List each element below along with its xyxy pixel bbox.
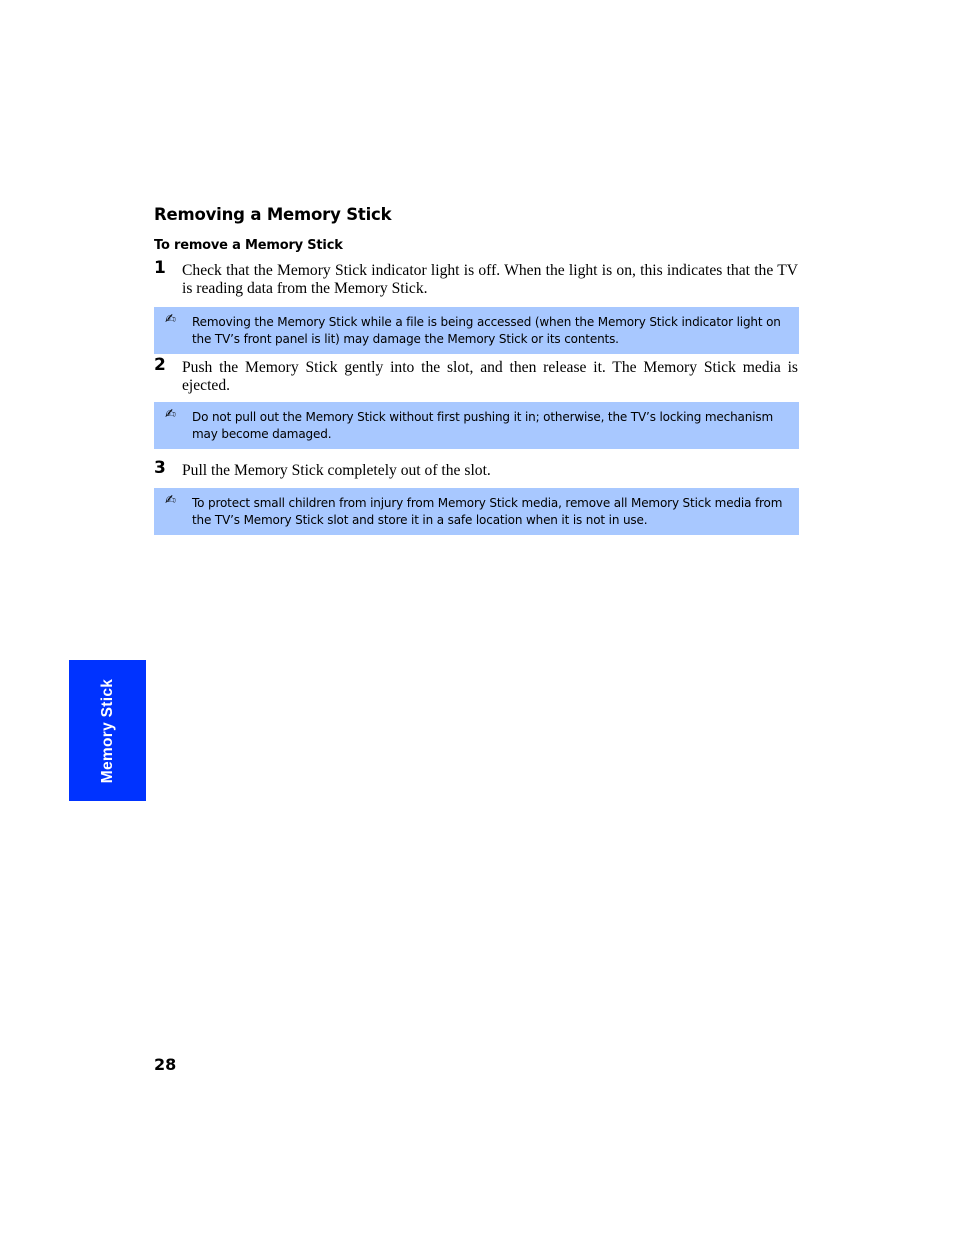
note-box <box>154 307 799 354</box>
chapter-side-tab-label: Memory Stick <box>98 678 116 783</box>
step-number: 2 <box>154 355 166 375</box>
note-text: To protect small children from injury from Memory Stick media, remove all Memory Stick media from the TV’s Memory Stick slot and store it in a safe location when it is not in use. <box>192 496 783 527</box>
section-title: Removing a Memory Stick <box>154 205 392 224</box>
step-text: Push the Memory Stick gently into the slot, and then release it. The Memory Stick media is ejected. <box>182 359 798 394</box>
note-text: Do not pull out the Memory Stick without first pushing it in; otherwise, the TV’s locking mechanism may become damaged. <box>192 410 774 441</box>
page-number: 28 <box>154 1055 177 1074</box>
sub-title: To remove a Memory Stick <box>154 238 343 253</box>
step-text: Pull the Memory Stick completely out of the slot. <box>182 462 491 479</box>
step-3 <box>154 458 799 480</box>
step-1 <box>154 258 799 298</box>
note-box <box>154 402 799 449</box>
chapter-side-tab <box>69 660 146 801</box>
note-pencil-icon: ✍ <box>165 407 176 422</box>
step-text: Check that the Memory Stick indicator light is off. When the light is on, this indicates that the TV is reading data from the Memory Stick. <box>182 262 798 297</box>
step-number: 3 <box>154 458 166 478</box>
step-2 <box>154 355 799 395</box>
note-box <box>154 488 799 535</box>
step-number: 1 <box>154 258 166 278</box>
note-pencil-icon: ✍ <box>165 312 176 327</box>
note-text: Removing the Memory Stick while a file is being accessed (when the Memory Stick indicator light on the TV’s front panel is lit) may damage the Memory Stick or its contents. <box>192 315 781 346</box>
note-pencil-icon: ✍ <box>165 493 176 508</box>
